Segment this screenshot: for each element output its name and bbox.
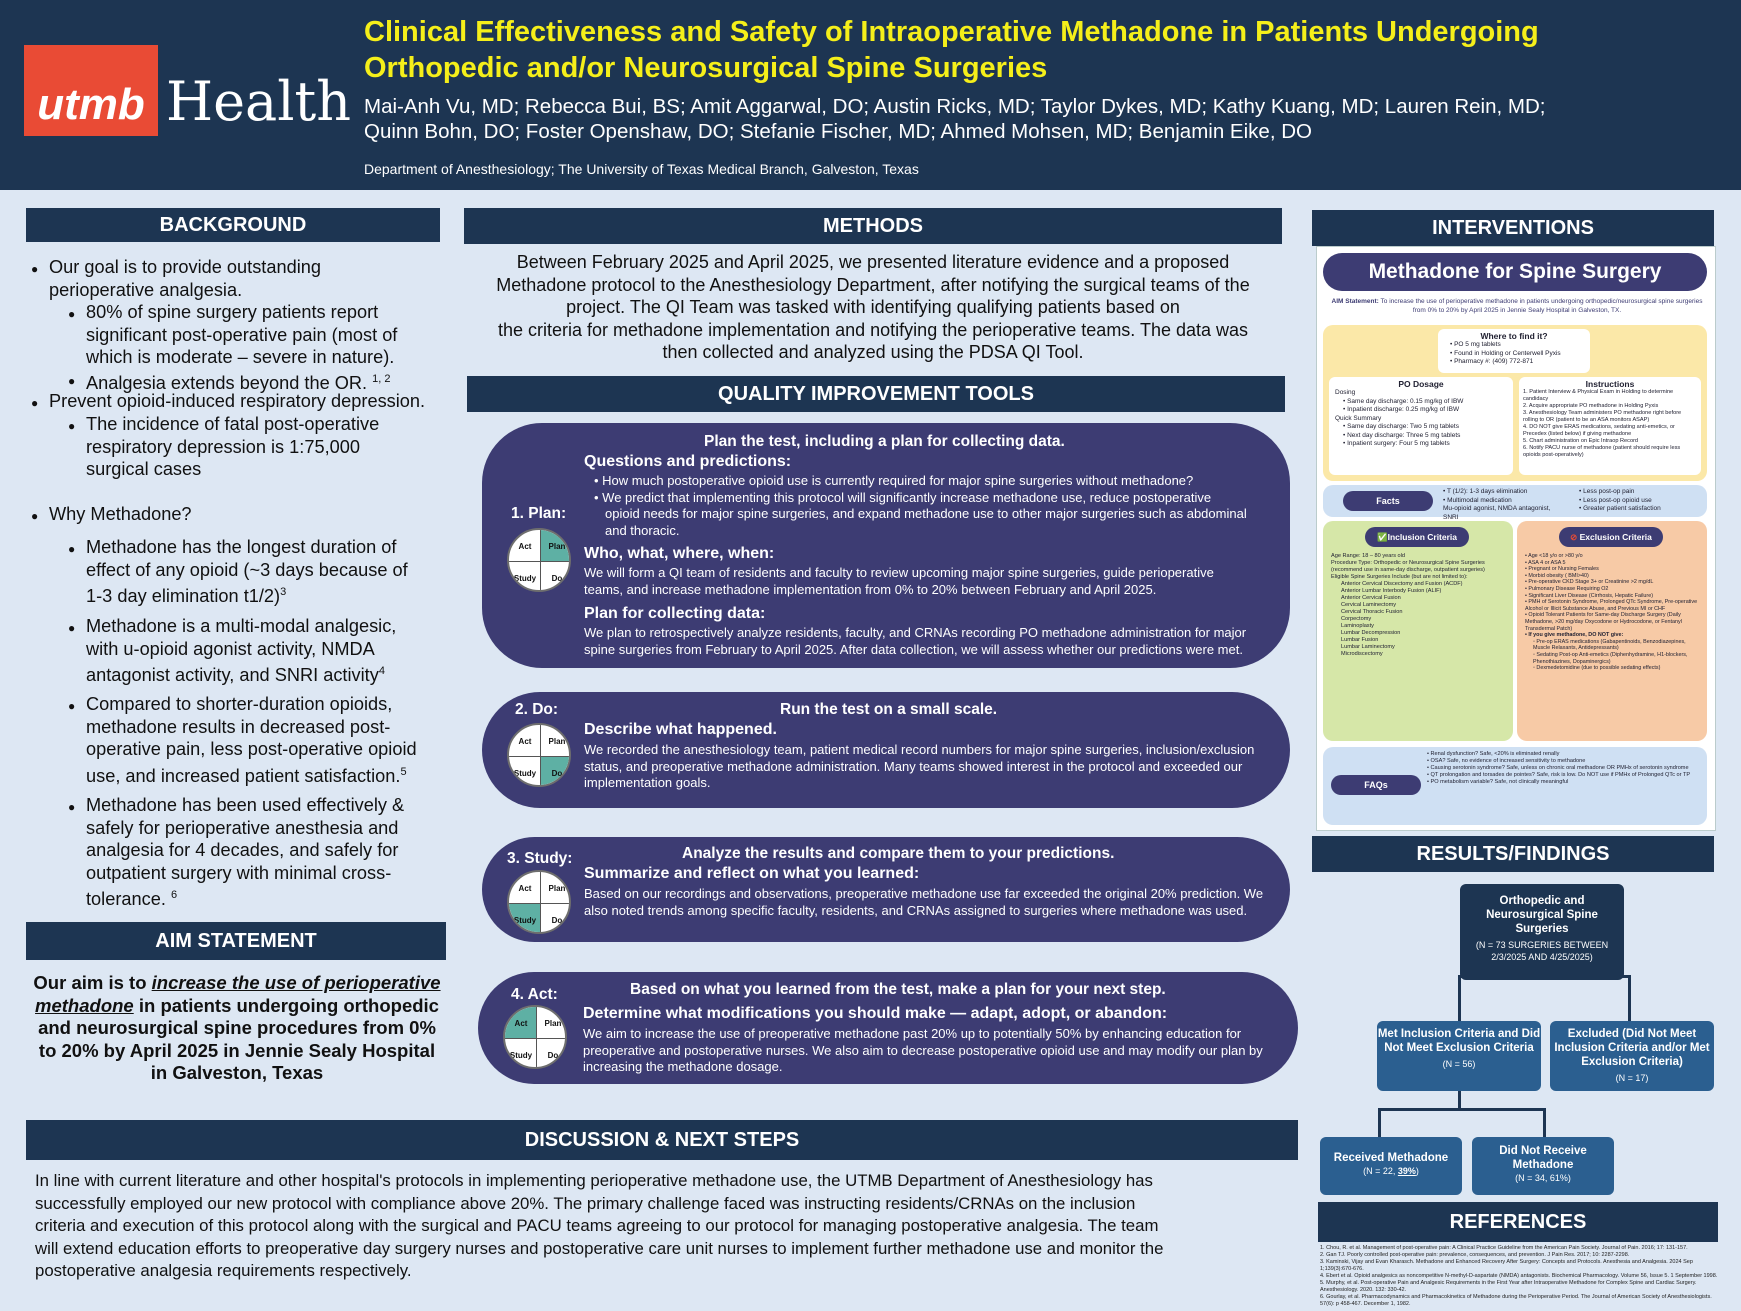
bg-text: Our goal is to provide outstanding xyxy=(49,257,321,277)
card-subheading: Plan for collecting data: xyxy=(584,605,766,622)
inclusion-item: Corpectomy xyxy=(1341,616,1372,622)
quadrant-study: Study xyxy=(513,573,537,583)
aim-heading: AIM STATEMENT xyxy=(26,922,446,960)
quadrant-do: Do xyxy=(547,1050,559,1060)
bg-text: safely for perioperative anesthesia and xyxy=(86,817,399,838)
exclusion-item: Pre-operative CKD Stage 3+ or Creatinine >2 mg/dL xyxy=(1528,579,1654,586)
bullet-icon: ● xyxy=(68,542,76,556)
card-text: opioid needs for major spine surgeries, and expand methadone use to other major surgeries such as abdominal xyxy=(605,506,1247,521)
instruction-item: 4. DO NOT give ERAS medications, sedating anti-emetics, or Precedex (listed below) if giving methadone xyxy=(1523,424,1675,437)
aim-text: in patients undergoing orthopedic and neurosurgical spine procedures from 0% to 20% by April 2025 in Jennie Sealy Hospital in Galveston, Texas xyxy=(38,994,439,1083)
exclusion-label xyxy=(1559,527,1663,547)
faq-item: OSA? Safe, no evidence of increased sensitivity to methadone xyxy=(1430,758,1586,764)
bg-text: surgical cases xyxy=(86,459,202,479)
methods-line: project. The QI Team was tasked with identifying qualifying patients based on xyxy=(566,297,1180,317)
quadrant-act: Act xyxy=(518,736,532,746)
references-heading: REFERENCES xyxy=(1318,1202,1718,1242)
inclusion-item: Anterior Cervical Fusion xyxy=(1341,595,1401,601)
inclusion-item: Laminoplasty xyxy=(1341,623,1374,629)
citation: 4 xyxy=(378,665,385,677)
fact-item: Less post-op opioid use xyxy=(1583,496,1652,504)
card-text: We plan to retrospectively analyze residents, faculty, and CRNAs recording PO methadone administration for major xyxy=(584,625,1247,640)
quadrant-plan: Plan xyxy=(548,736,566,746)
facts-label: Facts xyxy=(1343,491,1433,511)
reference-item: 5. Murphy, et al. Post-operative Pain and Analgesic Requirements in the First Year after Intraoperative Methadone for Complex Spine and Cardiac Surgery. Anesthesiology. 2020. 132: 330-42. xyxy=(1320,1280,1697,1293)
exclusion-item: Pre-op ERAS medications (Gabapentinoids, Benzodiazepines, Muscle Relaxants, Antidepressants) xyxy=(1533,638,1686,652)
prohibited-icon: ⊘ xyxy=(1570,532,1578,542)
po-dosage-box: PO Dosage Dosing • Same day discharge: 0.15 mg/kg of IBW • Inpatient discharge: 0.25 mg/kg of IBW Quick Summary • Same day discharge: Two 5 mg tablets • Next day discharge: Three 5 mg tablets • Inpatient surgery: Four 5 mg tablets xyxy=(1329,377,1513,475)
discussion-line: In line with current literature and other hospital's protocols in implementing perioperative methadone use, the UTMB Department of Anesthesiology has xyxy=(35,1171,1153,1190)
bullet-icon: ● xyxy=(68,307,76,321)
flyer-aim-label: AIM Statement: xyxy=(1331,298,1379,305)
exclusion-item: PMH of Serotonin Syndrome, Prolonged QTc Syndrome, Pre-operative Alcohol or Illicit Substance Abuse, and Previous MI or CHF xyxy=(1525,599,1698,612)
card-subheading: Describe what happened. xyxy=(584,721,777,738)
card-text: increasing the methadone dosage. xyxy=(583,1059,783,1074)
card-text: We predict that implementing this protocol will significantly increase methadone use, reduce postoperative xyxy=(602,489,1212,505)
study-text xyxy=(584,886,1274,919)
flow-included-box xyxy=(1377,1021,1541,1091)
step-label: 1. Plan: xyxy=(511,505,567,522)
quadrant-do: Do xyxy=(551,573,563,583)
instructions-box xyxy=(1519,377,1701,475)
bg-text: analgesia for 4 decades, and safely for xyxy=(86,840,399,860)
discussion-line: successfully employed our new protocol with compliance above 20%. The primary challenge faced was instructing residents/CRNAs on the inclusion xyxy=(35,1193,1136,1213)
discussion-heading: DISCUSSION & NEXT STEPS xyxy=(26,1120,1298,1160)
flow-box-count: (N = 56) xyxy=(1442,1059,1476,1069)
card-heading: Based on what you learned from the test, make a plan for your next step. xyxy=(630,981,1166,998)
inclusion-item: Lumbar Decompression xyxy=(1341,630,1401,636)
methods-line: Methadone protocol to the Anesthesiology Department, after notifying the surgical teams of the xyxy=(496,274,1250,295)
methods-line: the criteria for methadone implementation and notifying the perioperative teams. The data was xyxy=(497,319,1249,340)
inclusion-item: Cervical Laminectomy xyxy=(1341,602,1397,608)
discussion-line: postoperative analgesia requirements respectively. xyxy=(35,1261,412,1280)
where-item: PO 5 mg tablets xyxy=(1454,341,1501,348)
background-list xyxy=(0,254,450,914)
aim-text: Our aim is to xyxy=(33,972,152,993)
citation: 1, 2 xyxy=(372,373,391,385)
fact-item: Greater patient satisfaction xyxy=(1583,505,1661,512)
flow-box-count xyxy=(1320,1165,1462,1177)
bg-text: effect of any opioid (~3 days because of xyxy=(86,559,408,580)
exclusion-item: Age <18 y/o or >80 y/o xyxy=(1528,553,1583,559)
exclusion-item: ASA 4 or ASA 5 xyxy=(1528,559,1566,566)
inclusion-item: Cervical Thoracic Fusion xyxy=(1341,609,1403,615)
inclusion-item: Age Range: 18 – 80 years old xyxy=(1331,553,1406,559)
aim-statement xyxy=(30,972,444,1085)
results-heading: RESULTS/FINDINGS xyxy=(1312,836,1714,872)
inclusion-item: Procedure Type: Orthopedic or Neurosurgical Spine Surgeries (recommend use in same-day discharge, outpatient surgeries) xyxy=(1331,560,1485,573)
authors-line: Mai-Anh Vu, MD; Rebecca Bui, BS; Amit Aggarwal, DO; Austin Ricks, MD; Taylor Dykes, MD; Kathy Kuang, MD; Lauren Rein, MD; xyxy=(364,95,1546,118)
exclusion-item: Pregnant or Nursing Females xyxy=(1528,566,1599,573)
faq-item: PO metabolism variable? Safe, not clinically meaningful xyxy=(1430,779,1569,785)
step-label: 2. Do: xyxy=(515,701,559,718)
inclusion-item: Microdiscectomy xyxy=(1341,651,1383,657)
exclusion-section: ⊘ Exclusion Criteria • Age <18 y/o or >80 y/o • ASA 4 or ASA 5 • Pregnant or Nursing Females • Morbid obesity ( BMI>40) • Pre-operative CKD Stage 3+ or Creatinine >2 mg/dL • Pulmonary Disease Requiring O2 • Significant Liver Disease (Cirrhosis, Hepatic Failure) • PMH of Serotonin Syndrome, Prolonged QTc Syndrome, Pre-operative Alcohol or Illicit Substance Abuse, and Previous MI or CHF • Opioid Tolerant Patients for Same-day Discharge Surgery (Daily Methadone, >20 mg/day Oxycodone or Hydrocodone, or Fentanyl Transdermal Patch) • If you give methadone, DO NOT give: ◦ Pre-op ERAS medications (Gabapentinoids, Benzodiazepines, Muscle Relaxants, Antidepressants) ◦ Sedating Post-op Anti-emetics (Diphenhydramine, H1-blockers, Phenothiazines, Dopaminergics) ◦ Dexmedetomidine (due to possible sedating effects) xyxy=(1517,521,1707,741)
faq-item: QT prolongation and torsades de pointes? Safe, risk is low. Do NOT use if PMHx of Prolonged QTc or TP xyxy=(1430,772,1691,778)
po-label: Quick Summary xyxy=(1335,414,1382,422)
bg-text: Methadone has the longest duration of xyxy=(86,537,397,557)
inclusion-item: Eligible Spine Surgeries Include (but are not limited to): xyxy=(1331,574,1468,580)
inclusion-label xyxy=(1365,527,1469,547)
card-subheading: Questions and predictions: xyxy=(584,453,792,470)
flow-excluded-box xyxy=(1550,1021,1714,1091)
instruction-item: 2. Acquire appropriate PO methadone in Holding Pyxis xyxy=(1523,403,1659,409)
act-text xyxy=(583,1026,1283,1076)
flow-box-title: Excluded (Did Not Meet Inclusion Criteria and/or Met Exclusion Criteria) xyxy=(1554,1028,1710,1068)
bullet-icon: ● xyxy=(68,699,76,713)
authors xyxy=(364,94,1664,144)
po-label: Dosing xyxy=(1335,389,1356,396)
po-item: Next day discharge: Three 5 mg tablets xyxy=(1347,431,1461,439)
bg-text: methadone results in decreased post- xyxy=(86,716,391,737)
methods-heading: METHODS xyxy=(464,208,1282,244)
card-heading: Run the test on a small scale. xyxy=(780,701,998,718)
flow-not-received-box xyxy=(1472,1137,1614,1195)
flow-box-count: (N = 34, 61%) xyxy=(1515,1173,1571,1183)
bg-text: Methadone has been used effectively & xyxy=(86,795,405,815)
bg-text: The incidence of fatal post-operative xyxy=(86,414,380,434)
bg-text: operative pain, less post-operative opioid xyxy=(86,739,417,759)
count-text: (N = 22, xyxy=(1363,1166,1398,1176)
instructions-title: Instructions xyxy=(1585,379,1635,389)
bg-text: outpatient surgery with minimal cross- xyxy=(86,862,392,883)
plan-who xyxy=(584,565,1274,598)
bg-text: tolerance. xyxy=(86,889,166,910)
faq-label: FAQs xyxy=(1331,775,1421,795)
title-line: Orthopedic and/or Neurosurgical Spine Surgeries xyxy=(364,52,1048,84)
bg-text: significant post-operative pain (most of xyxy=(86,324,398,345)
utmb-logo-mark xyxy=(24,45,158,136)
card-text: We aim to increase the use of preoperative methadone past 20% up to potentially 50% by enhancing education for xyxy=(583,1026,1242,1041)
exclusion-item: Opioid Tolerant Patients for Same-day Discharge Surgery (Daily Methadone, >20 mg/day Oxycodone or Hydrocodone, or Fentanyl Transdermal Patch) xyxy=(1525,612,1682,632)
discussion-line: will extend education efforts to preoperative day surgery nurses and postoperative care unit nurses to implement further methadone use and monitor the xyxy=(35,1238,1164,1258)
qi-heading: QUALITY IMPROVEMENT TOOLS xyxy=(467,376,1285,412)
card-subheading: Determine what modifications you should make — adapt, adopt, or abandon: xyxy=(583,1005,1168,1022)
bg-text: antagonist activity, and SNRI activity xyxy=(86,665,379,686)
aim-emphasis: increase the use of perioperative methadone xyxy=(35,972,441,1016)
po-item: Inpatient surgery: Four 5 mg tablets xyxy=(1347,440,1450,447)
step-label: 4. Act: xyxy=(511,986,558,1003)
methadone-flyer xyxy=(1316,246,1716,831)
bg-text: perioperative analgesia. xyxy=(49,279,243,300)
bg-text: 80% of spine surgery patients report xyxy=(86,302,379,322)
facts-section: Facts • T (1/2): 1-3 days elimination • Multimodal medication Mu-opioid agonist, NMDA antagonist, SNRI • Less post-op pain • Less post-op opioid use • Greater patient satisfaction xyxy=(1323,485,1707,517)
inclusion-label-text: Inclusion Criteria xyxy=(1387,532,1458,542)
department: Department of Anesthesiology; The University of Texas Medical Branch, Galveston, Texas xyxy=(364,161,919,177)
flow-box-count: (N = 73 SURGERIES BETWEEN 2/3/2025 AND 4/25/2025) xyxy=(1475,940,1609,962)
bullet-icon: ● xyxy=(31,396,39,410)
do-text xyxy=(584,742,1274,792)
fact-item: Less post-op pain xyxy=(1583,488,1635,495)
reference-item: 1. Chou, R. et al. Management of post-operative pain: A Clinical Practice Guideline from the American Pain Society. Journal of Pain. 2016; 17: 131-157. xyxy=(1320,1245,1688,1251)
bullet-icon: ● xyxy=(68,800,76,814)
card-subheading: Summarize and reflect on what you learned: xyxy=(584,865,920,882)
citation: 3 xyxy=(280,586,287,598)
exclusion-label-text: Exclusion Criteria xyxy=(1579,532,1652,542)
step-label: 3. Study: xyxy=(507,850,573,867)
bg-text: Why Methadone? xyxy=(49,504,192,524)
where-title: Where to find it? xyxy=(1480,331,1548,341)
card-heading: Plan the test, including a plan for collecting data. xyxy=(704,433,1065,450)
fact-item: T (1/2): 1-3 days elimination xyxy=(1446,488,1528,495)
exclusion-item: Dexmedetomidine (due to possible sedating effects) xyxy=(1536,665,1661,672)
bg-text: Compared to shorter-duration opioids, xyxy=(86,694,393,714)
card-text: preoperative and postoperative nurses. We also aim to decrease postoperative opioid use and may modify our plan by xyxy=(583,1042,1263,1058)
methods-line: Between February 2025 and April 2025, we presented literature evidence and a proposed xyxy=(516,252,1230,272)
quadrant-act: Act xyxy=(505,1007,537,1039)
flyer-aim-text: To increase the use of perioperative methadone in patients undergoing orthopedic/neurosurgical spine surgeries from 0% to 20% by April 2025 in Jennie Sealy Hospital in Galveston, TX. xyxy=(1380,298,1703,314)
flow-box-count: (N = 17) xyxy=(1615,1073,1649,1083)
quadrant-study: Study xyxy=(509,904,541,934)
instruction-item: 3. Anesthesiology Team administers PO methadone right before rolling to OR (patient to be an ASA monitors ASAP) xyxy=(1523,410,1682,423)
fact-item: Mu-opioid agonist, NMDA antagonist, SNRI xyxy=(1443,505,1551,521)
logo-mark-text: utmb xyxy=(37,80,145,129)
bg-text: use, and increased patient satisfaction. xyxy=(86,765,401,786)
discussion-text xyxy=(35,1170,1300,1283)
count-percent: 39% xyxy=(1397,1166,1416,1176)
plan-questions: • How much postoperative opioid use is currently required for major spine surgeries without methadone? • We predict that implementing this protocol will significantly increase methadone use, reduce postoperative opioid needs for major spine surgeries, and expand methadone use to other major surgeries such as abdominal and thoracic. xyxy=(594,473,1274,539)
card-text: status, and preoperative methadone administration. Many teams showed interest in the protocol and exceeded our xyxy=(584,758,1243,774)
quadrant-study: Study xyxy=(513,768,537,778)
reference-item: 4. Ebert et al. Opioid analgesics as noncompetitive N-methyl-D-aspartate (NMDA) antagonists. Biochemical Pharmacology. Volume 56, Issue 5. 1 September 1998. xyxy=(1320,1273,1718,1279)
check-icon: ✅ xyxy=(1376,532,1388,542)
inclusion-item: Anterior Cervical Discectomy and Fusion (ACDF) xyxy=(1341,581,1463,587)
bullet-icon: ● xyxy=(68,419,76,433)
card-text: We will form a QI team of residents and faculty to review upcoming major spine surgeries, guide perioperative xyxy=(584,565,1214,580)
fact-item: Multimodal medication xyxy=(1447,496,1512,504)
logo-wordmark: Health xyxy=(166,70,351,133)
poster-title xyxy=(364,14,1704,86)
card-text: and thoracic. xyxy=(605,522,680,538)
card-text: We recorded the anesthesiology team, patient medical record numbers for major spine surgeries, inclusion/exclusion xyxy=(584,742,1255,757)
flow-box-title: Received Methadone xyxy=(1333,1152,1449,1164)
po-title: PO Dosage xyxy=(1398,379,1444,389)
exclusion-item: If you give methadone, DO NOT give: xyxy=(1528,632,1624,639)
plan-card xyxy=(482,423,1290,668)
reference-item: 3. Kaminski, Vijay and Evan Kharasch. Methadone and Enhanced Recovery After Surgery: Concepts and Protocols. Anesthesia and Analgesia. 2024 Sep 1;139(3):670-676. xyxy=(1320,1259,1693,1272)
discussion-line: criteria and execution of this protocol along with the surgical and PACU teams agreeing to our protocol for managing postoperative analgesia. The team xyxy=(35,1216,1159,1235)
quadrant-act: Act xyxy=(518,883,532,893)
plan-data xyxy=(584,625,1274,658)
pdsa-cycle-icon xyxy=(507,870,571,934)
inclusion-item: Lumbar Fusion xyxy=(1341,637,1379,643)
citation: 5 xyxy=(400,765,407,778)
card-text: teams, and increase methadone implementation from 0% to 20% between February and April 2025. xyxy=(584,581,1157,597)
do-card xyxy=(482,692,1290,808)
citation: 6 xyxy=(170,889,178,901)
flow-received-box xyxy=(1320,1137,1462,1195)
bullet-icon: ● xyxy=(31,262,39,276)
bg-text: Prevent opioid-induced respiratory depression. xyxy=(49,391,426,411)
where-box: Where to find it? • PO 5 mg tablets • Found in Holding or Centerwell Pyxis • Pharmacy #: (409) 772-871 xyxy=(1438,329,1590,373)
quadrant-plan: Plan xyxy=(544,1018,562,1028)
card-subheading: Who, what, where, when: xyxy=(584,545,775,562)
exclusion-item: Pulmonary Disease Requiring O2 xyxy=(1528,585,1609,592)
where-item: Pharmacy #: (409) 772-871 xyxy=(1454,358,1534,365)
exclusion-item: Significant Liver Disease (Cirrhosis, Hepatic Failure) xyxy=(1528,592,1654,599)
bg-text: Methadone is a multi-modal analgesic, xyxy=(86,616,397,636)
flow-total-box xyxy=(1460,884,1624,980)
po-item: Same day discharge: Two 5 mg tablets xyxy=(1347,423,1459,430)
bg-text: Analgesia extends beyond the OR. xyxy=(86,373,368,394)
po-item: Same day discharge: 0.15 mg/kg of IBW xyxy=(1347,397,1464,405)
count-text: ) xyxy=(1415,1166,1419,1176)
bullet-icon: ● xyxy=(68,374,76,388)
interventions-heading: INTERVENTIONS xyxy=(1312,210,1714,246)
instruction-item: 1. Patient Interview & Physical Exam in Holding to determine candidacy xyxy=(1523,389,1674,402)
quadrant-plan: Plan xyxy=(541,530,571,562)
methods-text xyxy=(468,251,1278,364)
flow-box-title: Met Inclusion Criteria and Did Not Meet Exclusion Criteria xyxy=(1377,1028,1541,1054)
inclusion-item: Lumbar Laminectomy xyxy=(1341,644,1395,650)
flyer-dosing-section xyxy=(1323,325,1707,481)
background-heading: BACKGROUND xyxy=(26,208,440,242)
quadrant-do: Do xyxy=(541,757,571,787)
title-line: Clinical Effectiveness and Safety of Intraoperative Methadone in Patients Undergoing xyxy=(364,16,1539,48)
po-item: Inpatient discharge: 0.25 mg/kg of IBW xyxy=(1347,406,1460,413)
faq-section: FAQs • Renal dysfunction? Safe, <20% is eliminated renally • OSA? Safe, no evidence of increased sensitivity to methadone • Causing serotonin syndrome? Safe, unless on chronic oral methadone OR PMHx of serotonin syndrome • QT prolongation and torsades de pointes? Safe, risk is low. Do NOT use if PMHx of Prolonged QTc or TP • PO metabolism variable? Safe, not clinically meaningful xyxy=(1323,747,1707,825)
reference-item: 2. Gan TJ. Poorly controlled post-operative pain: prevalence, consequences, and prevention. J Pain Res. 2017; 10: 2287-2298. xyxy=(1320,1252,1630,1258)
bg-text: 1-3 day elimination t1/2) xyxy=(86,586,281,607)
bullet-icon: ● xyxy=(68,621,76,635)
inclusion-item: Anterior Lumbar Interbody Fusion (ALIF) xyxy=(1341,588,1442,594)
methods-line: then collected and analyzed using the PDSA QI Tool. xyxy=(662,342,1084,362)
instruction-item: 5. Chart administration on Epic Intraop Record xyxy=(1523,438,1639,444)
exclusion-item: Morbid obesity ( BMI>40) xyxy=(1528,572,1589,579)
card-text: implementation goals. xyxy=(584,775,711,790)
pdsa-cycle-icon xyxy=(503,1005,567,1069)
where-item: Found in Holding or Centerwell Pyxis xyxy=(1454,349,1561,357)
quadrant-study: Study xyxy=(509,1050,533,1060)
authors-line: Quinn Bohn, DO; Foster Openshaw, DO; Stefanie Fischer, MD; Ahmed Mohsen, MD; Benjamin Eike, DO xyxy=(364,120,1312,143)
exclusion-item: Sedating Post-op Anti-emetics (Diphenhydramine, H1-blockers, Phenothiazines, Dopaminergics) xyxy=(1533,651,1688,665)
bg-text: which is moderate – severe in nature). xyxy=(86,347,395,367)
act-card xyxy=(478,972,1298,1084)
card-text: also noted trends among specific faculty, residents, and CRNAs assigned to surgeries where methadone was used. xyxy=(584,902,1248,918)
quadrant-plan: Plan xyxy=(548,883,566,893)
bg-text: respiratory depression is 1:75,000 xyxy=(86,436,360,457)
quadrant-act: Act xyxy=(518,541,532,551)
card-text: spine surgeries from February to April 2025. After data collection, we will assess whether our predictions were met. xyxy=(584,641,1243,657)
bg-text: with u-opioid agonist activity, NMDA xyxy=(86,638,375,659)
faq-item: Renal dysfunction? Safe, <20% is eliminated renally xyxy=(1430,751,1560,757)
flyer-aim xyxy=(1325,298,1709,315)
flyer-title: Methadone for Spine Surgery xyxy=(1323,253,1707,291)
quadrant-do: Do xyxy=(551,915,563,925)
pdsa-cycle-icon xyxy=(507,528,571,592)
card-text: How much postoperative opioid use is currently required for major spine surgeries without methadone? xyxy=(602,473,1194,488)
pdsa-cycle-icon xyxy=(507,723,571,787)
bullet-icon: ● xyxy=(31,509,39,523)
flow-box-title: Orthopedic and Neurosurgical Spine Surgeries xyxy=(1486,895,1598,935)
faq-item: Causing serotonin syndrome? Safe, unless on chronic oral methadone OR PMHx of serotonin syndrome xyxy=(1430,765,1689,771)
reference-item: 6. Gourlay, et al. Pharmacodynamics and Pharmacokinetics of Methadone during the Perioperative Period. The Journal of American Society of Anesthesiologists. 57(6): p 458-467. December 1, 1982. xyxy=(1320,1294,1712,1307)
flow-box-title: Did Not Receive Methadone xyxy=(1499,1145,1587,1171)
card-text: Based on our recordings and observations, preoperative methadone use far exceeded the original 20% prediction. We xyxy=(584,886,1264,901)
inclusion-section xyxy=(1323,521,1513,741)
references-list xyxy=(1320,1245,1720,1308)
instruction-item: 6. Notify PACU nurse of methadone (patient should require less opioids post-operatively) xyxy=(1523,445,1681,458)
study-card xyxy=(482,837,1290,942)
card-heading: Analyze the results and compare them to your predictions. xyxy=(682,845,1115,862)
